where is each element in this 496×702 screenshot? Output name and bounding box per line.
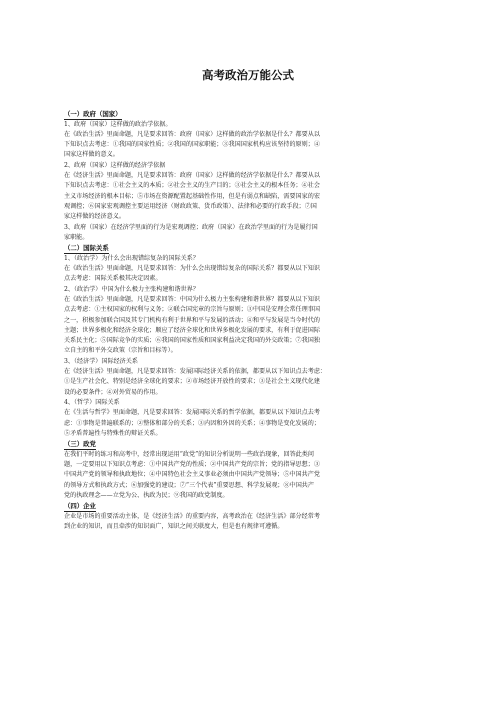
paragraph-line: 中国共产党的领导和执政地位；④中国特色社会主义事业必须由中国共产党领导；⑤中国共产党: [64, 471, 320, 479]
paragraph-line: 之一，积极参加联合国及其专门机构有利于世界和平与发展的活动；④和平与发展是当今时代的: [64, 316, 320, 324]
paragraph-line: 1、政府（国家）这样做的政治学依据。: [64, 120, 172, 128]
section-heading-text: （一）政府（国家）: [64, 110, 122, 118]
paragraph-line: 在《经济生活》里面命题，凡是要求回答：发展国际经济关系的依据，都要从以下知识点去考虑：: [64, 368, 327, 376]
paragraph-line: 虑：①事物是普遍联系的；②整体和部分的关系；③内因和外因的关系；④事物是变化发展的；: [64, 419, 320, 427]
paragraph-line: 家职能。: [64, 233, 89, 241]
paragraph-line: 企业是市场的重要活动主体，是《经济生活》的重要内容，高考政治在《经济生活》部分经常考: [64, 512, 320, 520]
document-body: [64, 109, 432, 532]
paragraph-line: 立自主的和平外交政策（宗旨和目标等）。: [64, 347, 177, 355]
paragraph-line: 点去考虑：①主权国家的权利与义务；②联合国宪章的宗旨与原则；③中国是安理会常任理事国: [64, 306, 320, 314]
paragraph-line: 到企业的知识，而且牵涉的知识面广，知识之间关联度大，但是也有规律可遵循。: [64, 523, 284, 531]
section-heading: [64, 501, 432, 512]
paragraph-line: 主题；世界多极化和经济全球化；顺应了经济全球化和世界多极化发展的要求，有利于促进国际: [64, 326, 320, 334]
paragraph-line: 在《经济生活》里面命题，凡是要求回答：政府（国家）这样做的经济学依据是什么？都要从以: [64, 172, 320, 180]
paragraph-line: 下知识点去考虑：①我国的国家性质；②我国的国家职能；③我国国家机构应该坚持的原则；④: [64, 141, 320, 149]
paragraph-line: 家这样做的经济意义。: [64, 213, 125, 221]
paragraph-line: 2、（政治学）中国为什么极力主张构建和谐世界？: [64, 285, 199, 293]
paragraph-line: 在《政治生活》里面命题，凡是要求回答：政府（国家）这样做的政治学依据是什么？都要从以: [64, 130, 320, 138]
section-heading-text: （三）政党: [64, 440, 96, 449]
paragraph-line: 3、政府（国家）在经济学里面的行为是宏观调控；政府（国家）在政治学里面的行为是履行国: [64, 223, 318, 231]
section-heading: [64, 109, 432, 120]
paragraph-line: 关系民主化；⑤国际竞争的实质；⑥我国的国家性质和国家利益决定我国的外交政策；⑦我国独: [64, 337, 320, 345]
paragraph-line: ⑤矛盾普遍性与特殊性的辩证关系。: [64, 429, 162, 437]
paragraph-line: 国家这样做的意义。: [64, 151, 119, 159]
paragraph-line: 主义市场经济的根本目标；⑤市场在资源配置起基础性作用，但是有弱点和缺陷，需要国家的宏: [64, 192, 320, 200]
section-heading-text: （四）企业: [64, 502, 96, 511]
paragraph-line: ①是生产社会化、特别是经济全球化的要求；②市场经济开放性的要求；③是社会主义现代化建: [64, 378, 320, 386]
paragraph-line: 在《政治生活》里面命题，凡是要求回答：中国为什么极力主张构建和谐世界？都要从以下知识: [64, 295, 320, 303]
paragraph-line: 3、（经济学）国际经济关系: [64, 357, 138, 365]
page-title: 高考政治万能公式: [202, 68, 294, 82]
paragraph-line: 党的执政理念——立党为公、执政为民；⑨我国的政党制度。: [64, 491, 229, 499]
paragraph-line: 题，一定要用以下知识点考虑：①中国共产党的性质；②中国共产党的宗旨；党的指导思想；③: [64, 460, 320, 468]
paragraph-line: 在我们平时的练习和高考中，经常出现运用“政党”的知识分析说明一些政治现象，回答此类问: [64, 450, 314, 458]
paragraph-line: 点去考虑：国际关系极其决定因素。: [64, 275, 162, 283]
section-heading: [64, 439, 432, 450]
paragraph-line: 在《生活与哲学》里面命题，凡是要求回答：发展国际关系的哲学依据，都要从以下知识点去考: [64, 409, 320, 417]
paragraph-line: 下知识点去考虑：①社会主义的本质；②社会主义的生产目的；③社会主义的根本任务；④社会: [64, 182, 320, 190]
paragraph-line: 1、（政治学）为什么会出现错综复杂的国际关系？: [64, 254, 199, 262]
paragraph-line: 2、政府（国家）这样做的经济学依据: [64, 161, 166, 169]
paragraph-line: 设的必要条件；④对外贸易的作用。: [64, 388, 162, 396]
section-heading: [64, 243, 432, 254]
paragraph-line: 在《政治生活》里面命题，凡是要求回答：为什么会出现错综复杂的国际关系？都要从以下知识: [64, 265, 320, 273]
paragraph-line: 4、（哲学）国际关系: [64, 398, 120, 406]
section-heading-text: （二）国际关系: [64, 244, 109, 253]
paragraph-line: 观调控；⑥国家宏观调控主要运用经济（财政政策、货币政策）、法律和必要的行政手段；⑦国: [64, 202, 317, 210]
paragraph-line: 的领导方式和执政方式；⑥加强党的建设；⑦“三个代表”重要思想、科学发展观；⑧中国共产: [64, 481, 314, 489]
